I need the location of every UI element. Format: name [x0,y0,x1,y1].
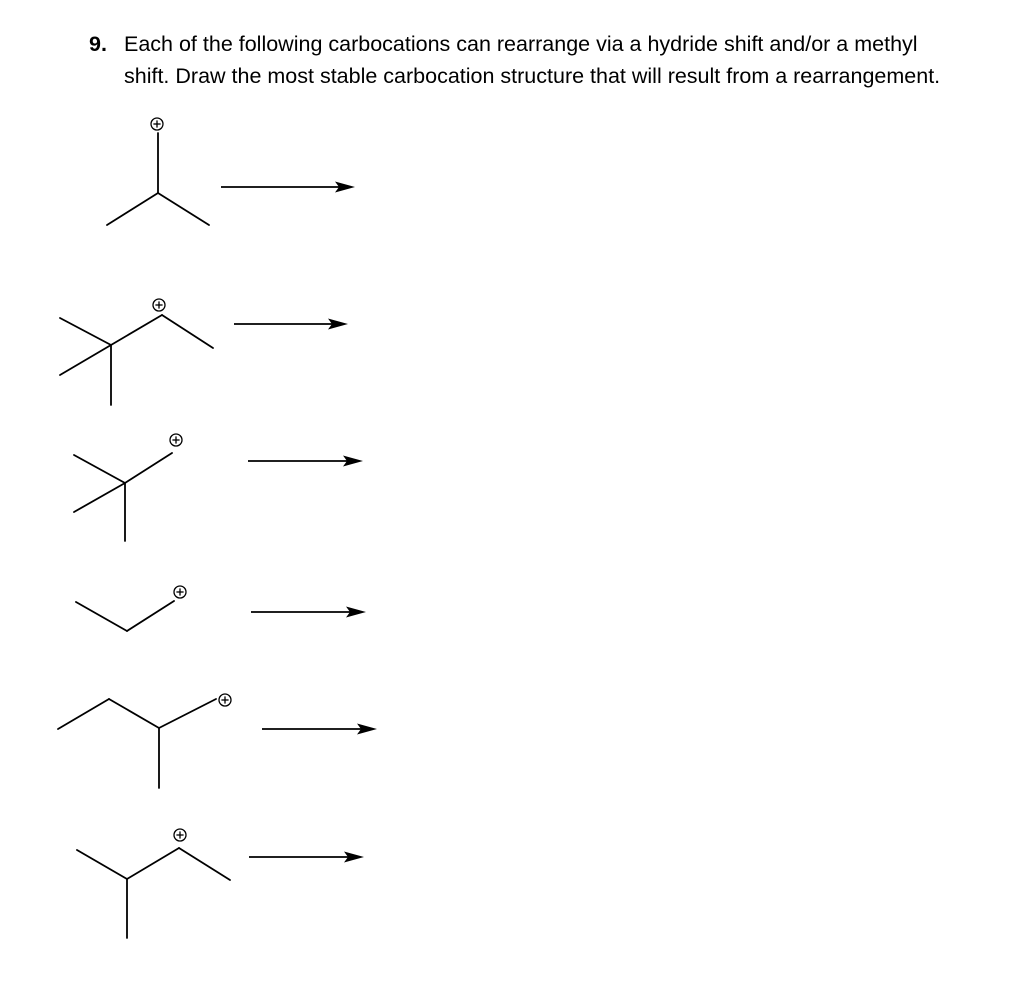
positive-charge-icon [174,586,186,598]
positive-charge-icon [153,299,165,311]
reaction-arrow-3 [248,456,363,467]
carbocation-structure-5 [58,699,216,788]
carbocation-structure-4 [76,601,174,631]
problem-1 [107,118,355,225]
reaction-arrow-6 [249,852,364,863]
reaction-arrow-4 [251,607,366,618]
carbocation-structure-6 [77,848,230,938]
problem-5 [58,694,377,788]
reaction-arrow-2 [234,319,348,330]
carbocation-structure-1 [107,133,209,225]
reaction-arrow-1 [221,182,355,193]
question-text-line-1: Each of the following carbocations can rearrange via a hydride shift and/or a methyl [124,32,918,56]
problem-3 [74,434,363,541]
positive-charge-icon [151,118,163,130]
carbocation-structure-2 [60,315,213,405]
carbocation-structure-3 [74,453,172,541]
problem-4 [76,586,366,631]
problem-2 [60,299,348,405]
reaction-arrow-5 [262,724,377,735]
positive-charge-icon [174,829,186,841]
question-text-line-2: shift. Draw the most stable carbocation structure that will result from a rearrangement. [124,64,941,88]
problem-6 [77,829,364,938]
question-number: 9. [89,32,107,56]
positive-charge-icon [170,434,182,446]
positive-charge-icon [219,694,231,706]
